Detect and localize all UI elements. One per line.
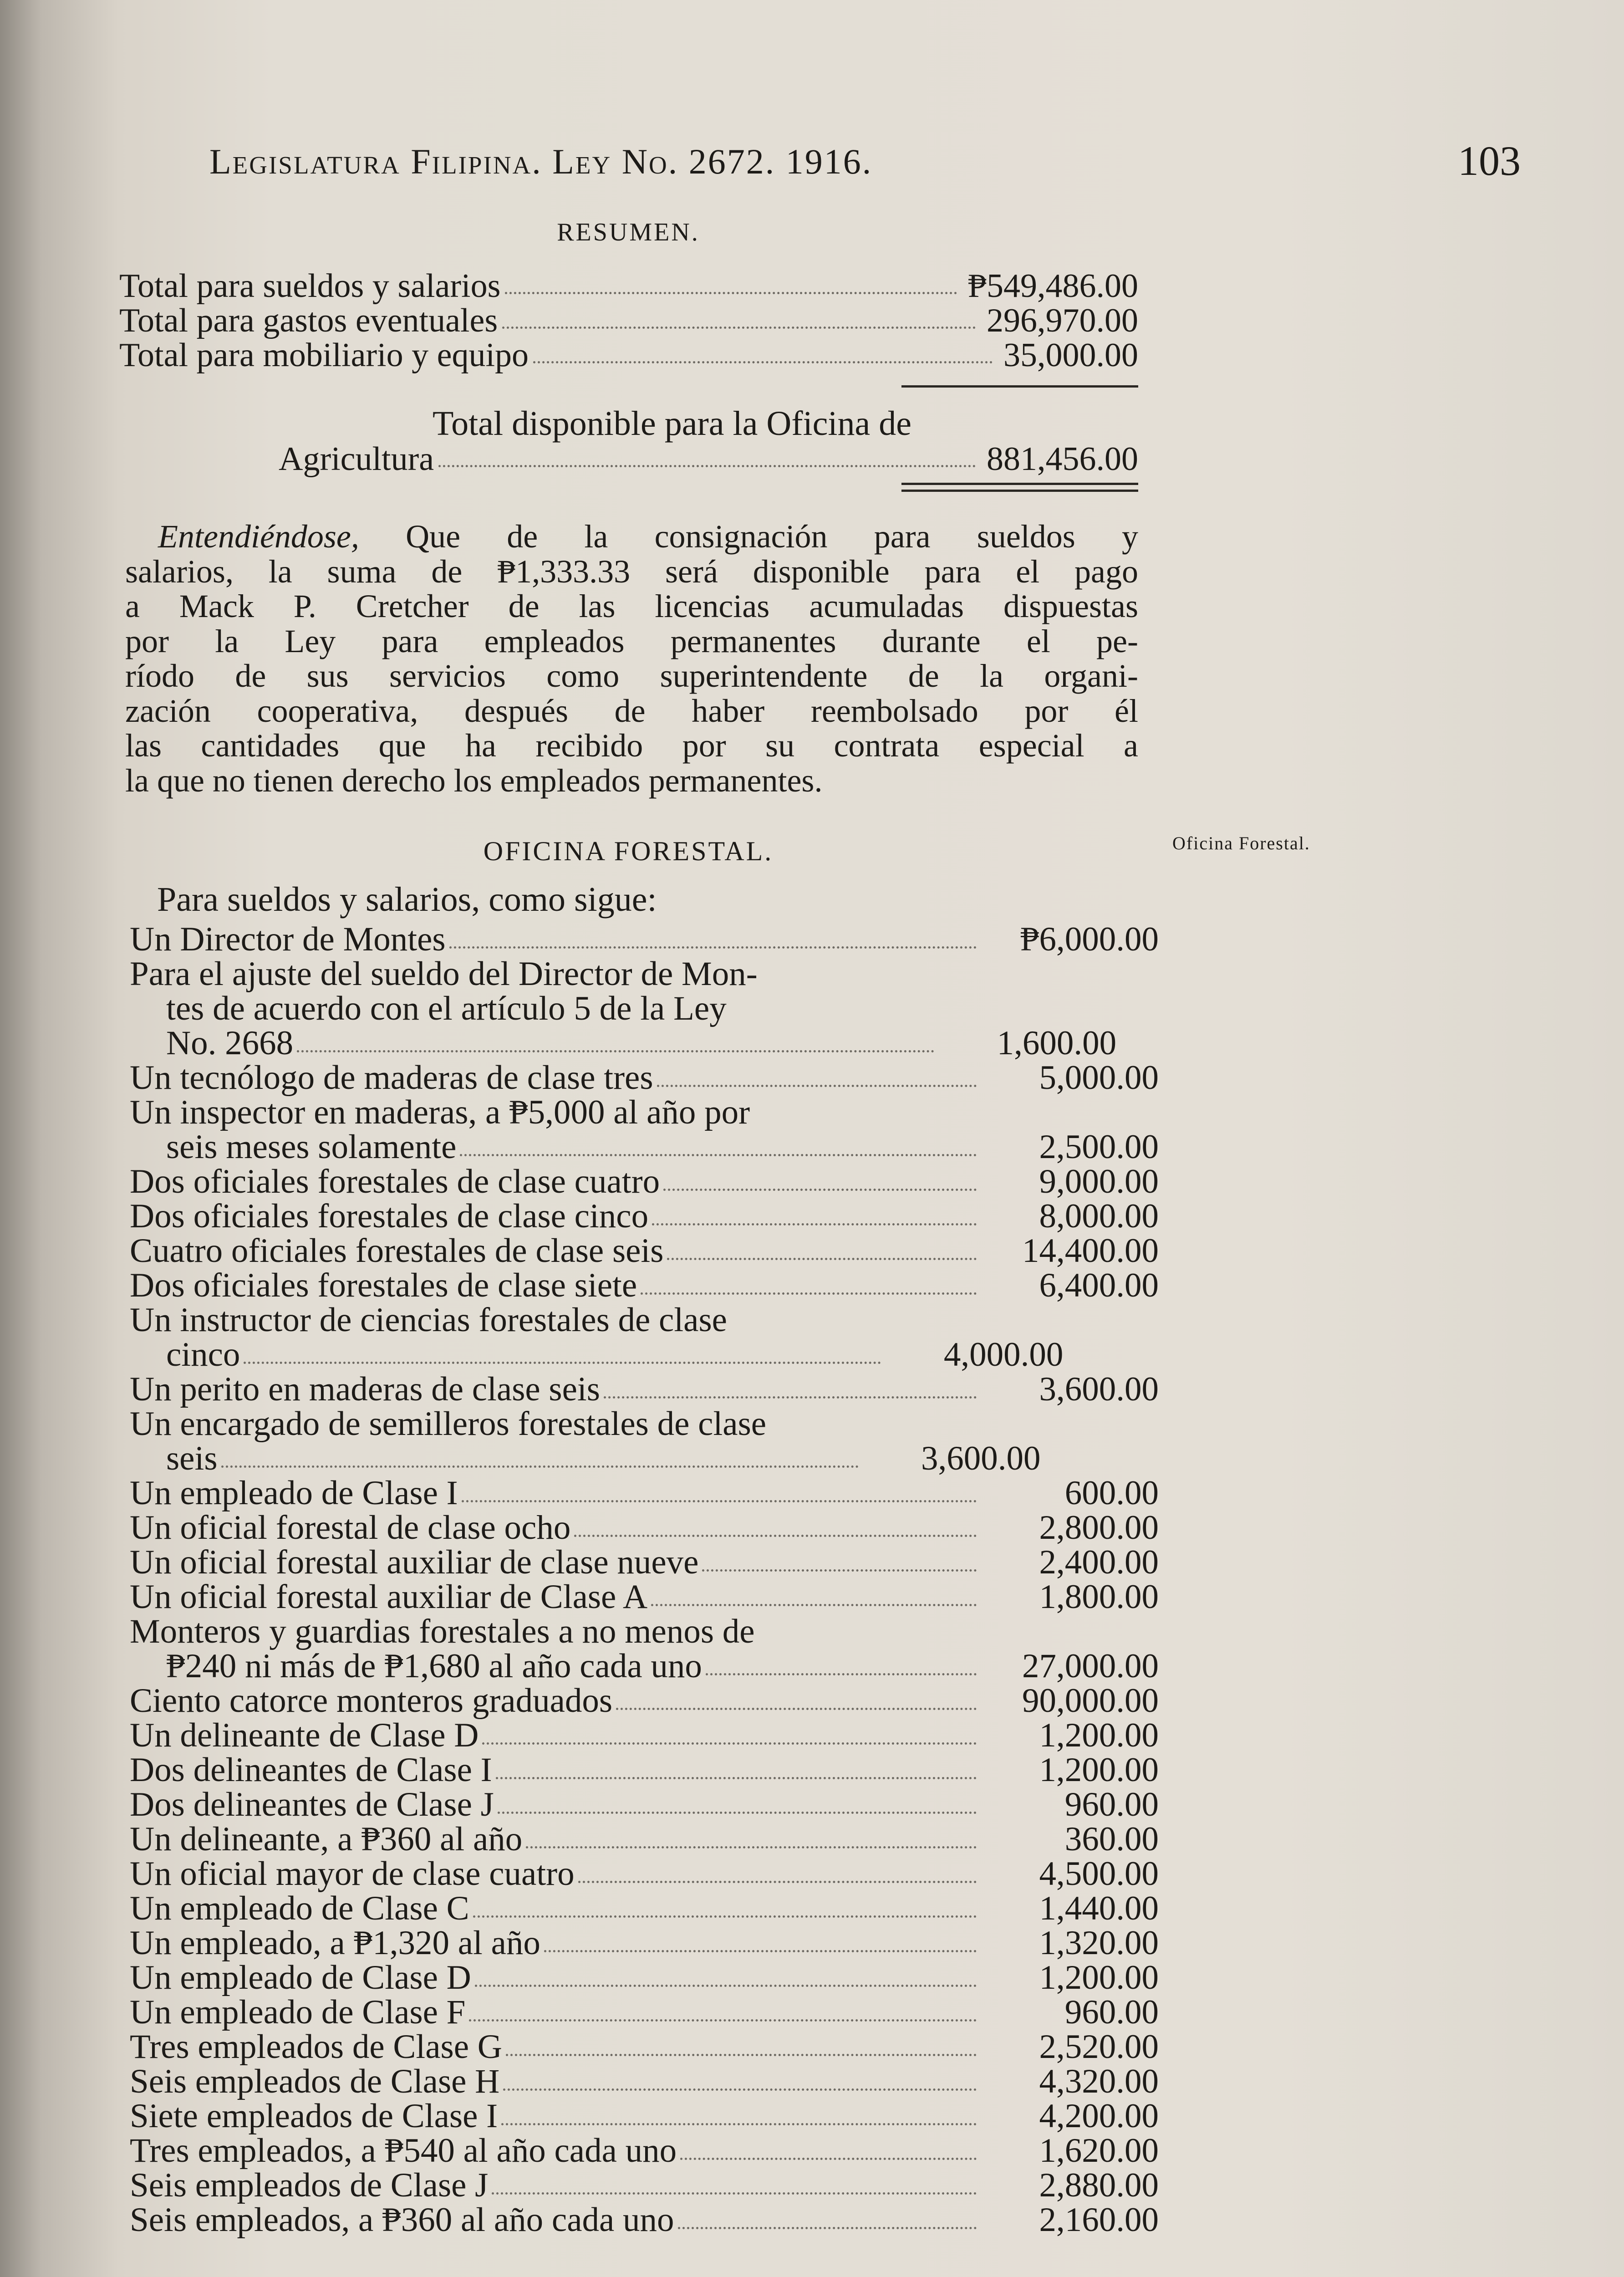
salary-item-label: Un empleado de Clase F — [130, 1993, 466, 2031]
salary-item-line — [130, 991, 1159, 1026]
salary-item-amount: 1,440.00 — [1039, 1889, 1159, 1927]
salary-item-label: Un empleado de Clase C — [130, 1889, 469, 1927]
salary-item-line — [130, 957, 1159, 991]
salary-item-label: Un oficial forestal auxiliar de Clase A — [130, 1578, 648, 1616]
total-label-line2: Agricultura — [279, 440, 434, 478]
oficina-title: OFICINA FORESTAL. — [483, 836, 774, 866]
salary-item-label: Dos delineantes de Clase J — [130, 1786, 494, 1823]
salary-item — [130, 2168, 1159, 2203]
leader-dots — [221, 1465, 859, 1468]
salary-item-line — [130, 1407, 1159, 1441]
resumen-title: RESUMEN. — [557, 218, 700, 246]
salary-item-label: Un instructor de ciencias forestales de clase — [130, 1301, 727, 1339]
leader-dots — [657, 1085, 977, 1087]
salary-item-label: Para el ajuste del sueldo del Director de Mon- — [130, 955, 758, 993]
salary-item — [130, 1684, 1159, 1718]
salary-item-amount: 9,000.00 — [1039, 1163, 1159, 1200]
resumen-row-amount: 35,000.00 — [1003, 337, 1138, 374]
salary-item-amount: 1,620.00 — [1039, 2132, 1159, 2170]
salary-item-amount: 360.00 — [1064, 1820, 1159, 1858]
salary-item-label: Un tecnólogo de maderas de clase tres — [130, 1059, 653, 1097]
resumen-row-label: Total para gastos eventuales — [119, 302, 498, 339]
salary-item-label: Tres empleados de Clase G — [130, 2028, 502, 2066]
salary-item-label: Seis empleados de Clase H — [130, 2063, 500, 2100]
salary-item-label: Un delineante, a ₱360 al año — [130, 1820, 523, 1858]
leader-dots — [702, 1569, 977, 1572]
salary-item-label: Siete empleados de Clase I — [130, 2097, 498, 2135]
leader-dots — [502, 327, 976, 329]
salary-item-line — [130, 1926, 1159, 1960]
salary-item-label: Un inspector en maderas, a ₱5,000 al año por — [130, 1093, 750, 1131]
salary-item — [130, 1995, 1159, 2030]
leader-dots — [438, 465, 976, 467]
double-rule-bottom — [901, 490, 1138, 492]
salary-item-line — [130, 1857, 1159, 1891]
leader-dots — [501, 2123, 977, 2125]
leader-dots — [505, 292, 957, 294]
proviso-line: a Mack P. Cretcher de las licencias acumuladas dispuestas — [125, 588, 1138, 624]
salary-item-line — [130, 1303, 1159, 1338]
salary-item-line — [130, 1614, 1159, 1649]
salary-item-amount: 2,880.00 — [1039, 2166, 1159, 2204]
salary-item-line — [130, 2064, 1159, 2099]
salary-item-line — [130, 2203, 1159, 2237]
salary-item-label: No. 2668 — [166, 1024, 294, 1062]
leader-dots — [578, 1881, 977, 1883]
salary-item-line — [130, 1476, 1159, 1511]
proviso-line: por la Ley para empleados permanentes durante el pe- — [125, 623, 1138, 659]
salary-item-amount: 14,400.00 — [1022, 1232, 1159, 1270]
proviso-line: las cantidades que ha recibido por su contrata especial a — [125, 727, 1138, 764]
leader-dots — [449, 946, 977, 949]
salary-item-line — [130, 1026, 1159, 1061]
margin-note: Oficina Forestal. — [1172, 833, 1310, 853]
salary-item-amount: 5,000.00 — [1039, 1059, 1159, 1097]
salary-item — [130, 1753, 1159, 1787]
salary-item-line — [130, 1580, 1159, 1614]
leader-dots — [667, 1258, 977, 1260]
salary-item-label: Un empleado de Clase D — [130, 1959, 471, 1996]
salary-item-label: cinco — [166, 1336, 240, 1373]
salary-item-amount: 600.00 — [1064, 1474, 1159, 1512]
salary-item-amount: 1,200.00 — [1039, 1751, 1159, 1789]
total-row — [279, 442, 1138, 476]
salary-item — [130, 1614, 1159, 1684]
page-number: 103 — [1458, 138, 1521, 184]
salary-item — [130, 1822, 1159, 1857]
resumen-row — [119, 303, 1138, 338]
salary-item-line — [130, 1130, 1159, 1164]
salary-item-amount: ₱6,000.00 — [1020, 920, 1159, 958]
salary-item — [130, 1164, 1159, 1199]
salary-item — [130, 1718, 1159, 1753]
salary-item-line — [130, 1891, 1159, 1926]
salary-item-label: Un perito en maderas de clase seis — [130, 1370, 600, 1408]
salary-item — [130, 1511, 1159, 1545]
salary-item-amount: 960.00 — [1064, 1993, 1159, 2031]
salary-item — [130, 1095, 1159, 1164]
leader-dots — [473, 1915, 977, 1918]
salary-item-amount: 90,000.00 — [1022, 1682, 1159, 1720]
leader-dots — [297, 1050, 934, 1052]
proviso-line: zación cooperativa, después de haber reembolsado por él — [125, 692, 1138, 729]
resumen-row-label: Total para sueldos y salarios — [119, 267, 501, 305]
proviso-line: la que no tienen derecho los empleados permanentes. — [125, 762, 823, 799]
salary-item-label: Cuatro oficiales forestales de clase seis — [130, 1232, 664, 1270]
leader-dots — [498, 1812, 977, 1814]
salary-item-line — [130, 1441, 1159, 1476]
leader-dots — [641, 1292, 977, 1295]
salary-item-label: Un empleado de Clase I — [130, 1474, 458, 1512]
salary-item-amount: 2,800.00 — [1039, 1509, 1159, 1547]
salary-item — [130, 2134, 1159, 2168]
salary-item-amount: 3,600.00 — [921, 1440, 1041, 1477]
salary-item-line — [130, 1787, 1159, 1822]
salary-item — [130, 2099, 1159, 2134]
salary-item-line — [130, 922, 1159, 957]
resumen-row — [119, 338, 1138, 373]
salary-item — [130, 922, 1159, 957]
leader-dots — [678, 2227, 977, 2229]
salary-item-amount: 27,000.00 — [1022, 1647, 1159, 1685]
salary-item-label: seis meses solamente — [166, 1128, 457, 1166]
salary-item-amount: 4,320.00 — [1039, 2063, 1159, 2100]
salary-item-line — [130, 1268, 1159, 1303]
leader-dots — [652, 1223, 977, 1225]
salary-item — [130, 1476, 1159, 1511]
salary-item — [130, 2064, 1159, 2099]
leader-dots — [533, 361, 993, 363]
salary-item-label: Un encargado de semilleros forestales de clase — [130, 1405, 767, 1443]
resumen-row-amount: ₱549,486.00 — [967, 267, 1138, 305]
salary-item-label: Ciento catorce monteros graduados — [130, 1682, 613, 1720]
salary-item — [130, 1268, 1159, 1303]
salary-item-line — [130, 2099, 1159, 2134]
salary-items-list — [130, 922, 1159, 2237]
salary-item-line — [130, 1995, 1159, 2030]
salary-item-amount: 1,200.00 — [1039, 1959, 1159, 1996]
proviso-text: Que de la consignación para sueldos y — [406, 518, 1139, 555]
salary-item — [130, 1372, 1159, 1407]
leader-dots — [651, 1604, 977, 1606]
salary-item — [130, 957, 1159, 1061]
proviso-line — [125, 519, 1138, 554]
salary-item-line — [130, 2134, 1159, 2168]
salary-item-line — [130, 1061, 1159, 1095]
salary-item — [130, 1407, 1159, 1476]
salary-item — [130, 1199, 1159, 1234]
salary-item-amount: 1,600.00 — [997, 1024, 1117, 1062]
leader-dots — [604, 1396, 977, 1399]
leader-dots — [506, 2054, 977, 2056]
salary-item-amount: 1,200.00 — [1039, 1716, 1159, 1754]
running-head: Legislatura Filipina. Ley No. 2672. 1916. — [209, 142, 873, 181]
proviso-lead: Entendiéndose, — [158, 518, 359, 555]
resumen-row-amount: 296,970.00 — [987, 302, 1138, 339]
salary-item-amount: 2,400.00 — [1039, 1543, 1159, 1581]
salary-item-label: Un empleado, a ₱1,320 al año — [130, 1924, 540, 1962]
salary-item-amount: 960.00 — [1064, 1786, 1159, 1823]
leader-dots — [706, 1673, 977, 1675]
salary-item-line — [130, 1095, 1159, 1130]
salary-item-amount: 4,000.00 — [943, 1336, 1064, 1373]
salary-item-amount: 6,400.00 — [1039, 1266, 1159, 1304]
salary-item-line — [130, 1338, 1159, 1372]
leader-dots — [462, 1500, 977, 1502]
proviso-line: salarios, la suma de ₱1,333.33 será disponible para el pago — [125, 553, 1138, 590]
resumen-row — [119, 269, 1138, 303]
salary-item-line — [130, 1822, 1159, 1857]
salary-item — [130, 1234, 1159, 1268]
salary-item — [130, 1926, 1159, 1960]
total-amount: 881,456.00 — [987, 440, 1138, 478]
salary-item-label: Un Director de Montes — [130, 920, 446, 958]
salary-item-line — [130, 2168, 1159, 2203]
oficina-intro: Para sueldos y salarios, como sigue: — [157, 880, 657, 919]
salary-item-label: seis — [166, 1440, 218, 1477]
salary-item-line — [130, 1545, 1159, 1580]
leader-dots — [469, 2019, 977, 2022]
leader-dots — [460, 1154, 977, 1156]
salary-item-label: Un oficial forestal de clase ocho — [130, 1509, 571, 1547]
leader-dots — [475, 1985, 977, 1987]
proviso-line: ríodo de sus servicios como superintendente de la organi- — [125, 658, 1138, 694]
leader-dots — [482, 1742, 977, 1745]
salary-item-amount: 1,320.00 — [1039, 1924, 1159, 1962]
salary-item — [130, 1960, 1159, 1995]
salary-item-label: Un oficial forestal auxiliar de clase nueve — [130, 1543, 699, 1581]
salary-item-line — [130, 1234, 1159, 1268]
salary-item-line — [130, 1199, 1159, 1234]
salary-item-label: Dos oficiales forestales de clase siete — [130, 1266, 637, 1304]
salary-item-line — [130, 1684, 1159, 1718]
total-row-wrap — [119, 442, 1138, 492]
salary-item-label: Seis empleados de Clase J — [130, 2166, 489, 2204]
salary-item-line — [130, 1164, 1159, 1199]
salary-item — [130, 1580, 1159, 1614]
salary-item — [130, 1857, 1159, 1891]
page-header — [209, 137, 1530, 187]
leader-dots — [244, 1362, 881, 1364]
salary-item-label: Monteros y guardias forestales a no menos de — [130, 1613, 755, 1650]
salary-item-label: ₱240 ni más de ₱1,680 al año cada uno — [166, 1647, 702, 1685]
leader-dots — [663, 1189, 977, 1191]
salary-item-amount: 1,800.00 — [1039, 1578, 1159, 1616]
leader-dots — [574, 1535, 977, 1537]
salary-item-line — [130, 1718, 1159, 1753]
salary-item — [130, 2203, 1159, 2237]
leader-dots — [492, 2192, 977, 2195]
salary-item-label: Dos oficiales forestales de clase cinco — [130, 1197, 649, 1235]
salary-item-label: tes de acuerdo con el artículo 5 de la Ley — [166, 990, 727, 1027]
salary-item — [130, 1303, 1159, 1372]
salary-item — [130, 1787, 1159, 1822]
leader-dots — [503, 2088, 977, 2091]
salary-item-amount: 4,200.00 — [1039, 2097, 1159, 2135]
salary-item — [130, 1891, 1159, 1926]
double-rule-top — [901, 483, 1138, 485]
sum-rule — [901, 385, 1138, 388]
resumen-table — [119, 269, 1138, 388]
salary-item — [130, 2030, 1159, 2064]
salary-item-line — [130, 1753, 1159, 1787]
total-label-line1: Total disponible para la Oficina de — [433, 404, 911, 443]
salary-item-amount: 2,160.00 — [1039, 2201, 1159, 2239]
salary-item-amount: 4,500.00 — [1039, 1855, 1159, 1893]
salary-item-label: Dos delineantes de Clase I — [130, 1751, 492, 1789]
resumen-row-label: Total para mobiliario y equipo — [119, 337, 529, 374]
salary-item-amount: 2,500.00 — [1039, 1128, 1159, 1166]
salary-item-line — [130, 1649, 1159, 1684]
salary-item — [130, 1545, 1159, 1580]
salary-item-label: Seis empleados, a ₱360 al año cada uno — [130, 2201, 674, 2239]
salary-item-amount: 3,600.00 — [1039, 1370, 1159, 1408]
salary-item-label: Un delineante de Clase D — [130, 1716, 479, 1754]
salary-item-line — [130, 1372, 1159, 1407]
proviso-paragraph — [125, 519, 1138, 798]
salary-item-line — [130, 1511, 1159, 1545]
salary-item-label: Un oficial mayor de clase cuatro — [130, 1855, 575, 1893]
leader-dots — [526, 1846, 977, 1848]
salary-item-label: Dos oficiales forestales de clase cuatro — [130, 1163, 660, 1200]
salary-item-amount: 2,520.00 — [1039, 2028, 1159, 2066]
salary-item-line — [130, 1960, 1159, 1995]
leader-dots — [544, 1950, 977, 1952]
salary-item — [130, 1061, 1159, 1095]
salary-item-amount: 8,000.00 — [1039, 1197, 1159, 1235]
salary-item-label: Tres empleados, a ₱540 al año cada uno — [130, 2132, 677, 2170]
leader-dots — [496, 1777, 977, 1779]
leader-dots — [616, 1708, 977, 1710]
leader-dots — [680, 2158, 977, 2160]
salary-item-line — [130, 2030, 1159, 2064]
